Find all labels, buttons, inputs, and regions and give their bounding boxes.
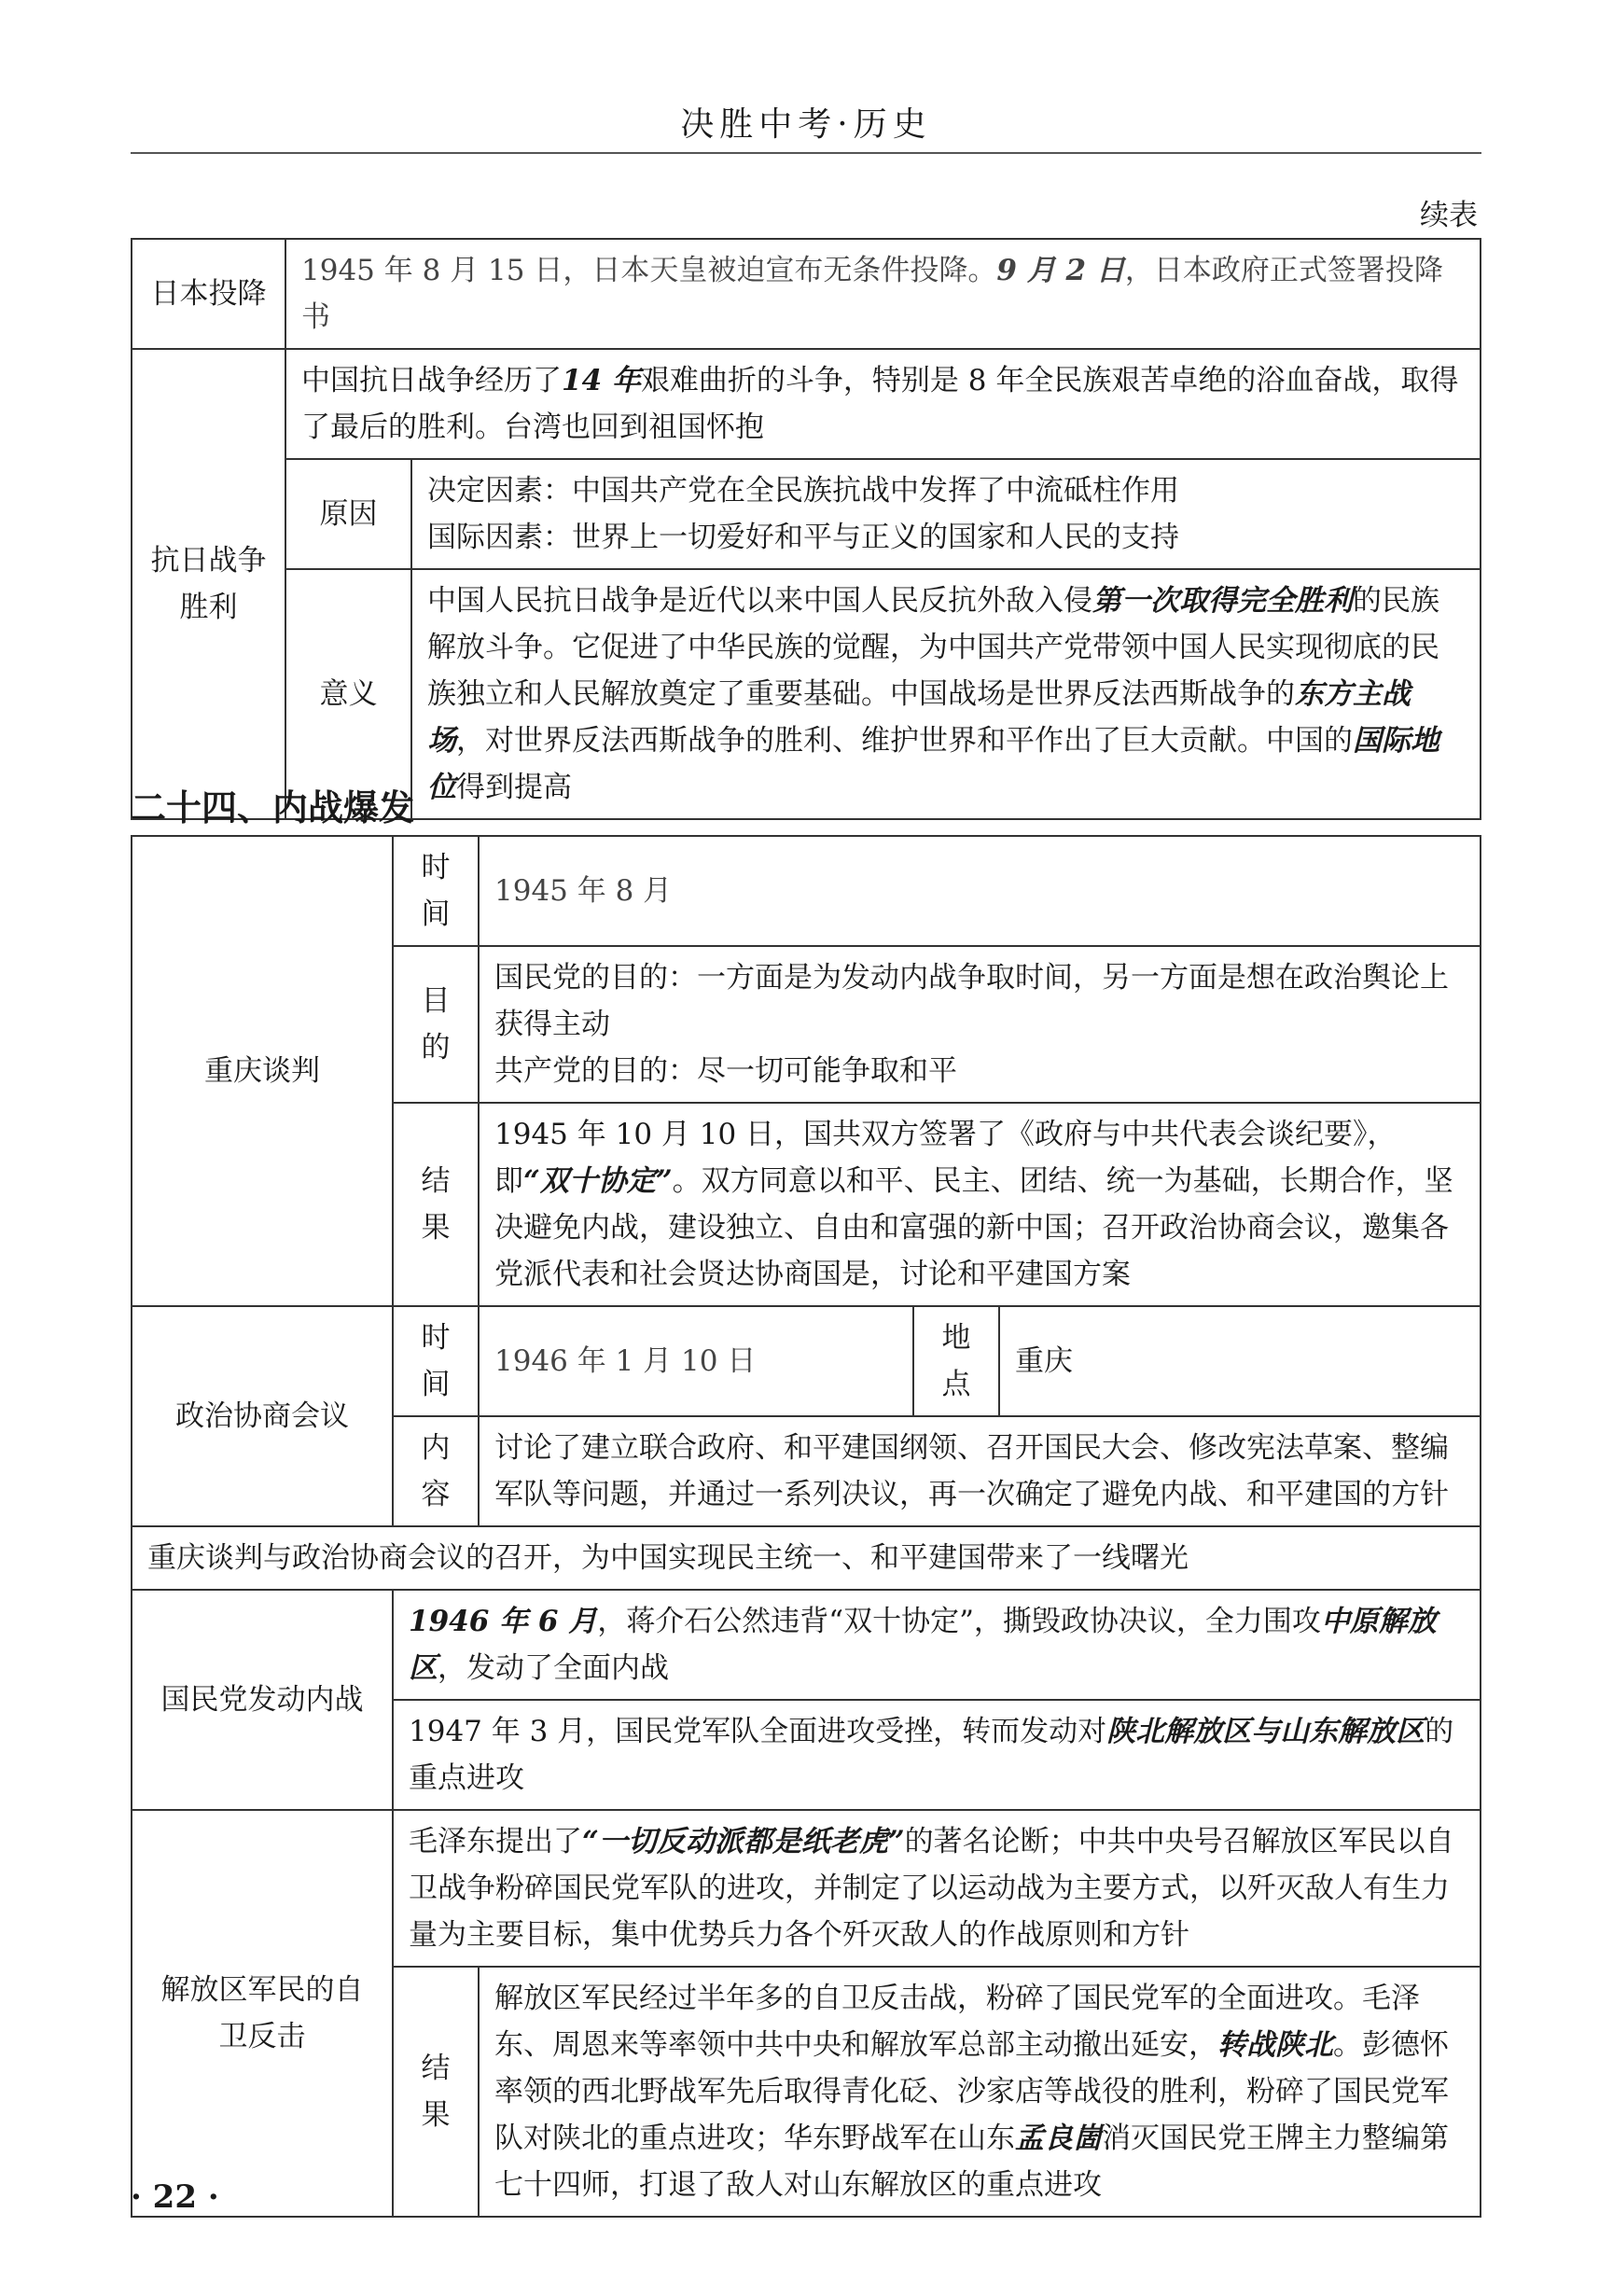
reason-text: 决定因素：中国共产党在全民族抗战中发挥了中流砥柱作用 国际因素：世界上一切爱好和平与正义的国家和人民的支持 — [411, 459, 1481, 569]
pcc-label: 政治协商会议 — [132, 1306, 393, 1526]
table-row — [132, 1526, 1481, 1590]
table-row — [132, 1590, 1481, 1700]
meaning-text: 中国人民抗日战争是近代以来中国人民反抗外敌入侵第一次取得完全胜利的民族解放斗争。它促进了中华民族的觉醒，为中国共产党带领中国人民实现彻底的民族独立和人民解放奠定了重要基础。中国战场是世界反法西斯战争的东方主战场，对世界反法西斯战争的胜利、维护世界和平作出了巨大贡献。中国的国际地位得到提高 — [411, 569, 1481, 819]
pcc-place-value: 重庆 — [999, 1306, 1481, 1416]
surrender-text: 1945 年 8 月 15 日，日本天皇被迫宣布无条件投降。9 月 2 日，日本政府正式签署投降书 — [285, 239, 1481, 349]
self-defense-result-label: 结果 — [393, 1967, 479, 2217]
chongqing-purpose-text: 国民党的目的：一方面是为发动内战争取时间，另一方面是想在政治舆论上获得主动 共产党的目的：尽一切可能争取和平 — [479, 946, 1481, 1103]
header-title: 决胜中考·历史 — [680, 105, 932, 144]
page-header — [131, 98, 1481, 154]
self-defense-result-text: 解放区军民经过半年多的自卫反击战，粉碎了国民党军的全面进攻。毛泽东、周恩来等率领中共中央和解放军总部主动撤出延安，转战陕北。彭德怀率领的西北野战军先后取得青化砭、沙家店等战役的胜利，粉碎了国民党军队对陕北的重点进攻；华东野战军在山东孟良崮消灭国民党王牌主力整编第七十四师，打退了敌人对山东解放区的重点进攻 — [479, 1967, 1481, 2217]
victory-intro: 中国抗日战争经历了14 年艰难曲折的斗争，特别是 8 年全民族艰苦卓绝的浴血奋战，取得了最后的胜利。台湾也回到祖国怀抱 — [285, 349, 1481, 459]
section-title: 二十四、内战爆发 — [131, 787, 415, 828]
self-defense-label: 解放区军民的自卫反击 — [132, 1810, 393, 2217]
chongqing-time-value: 1945 年 8 月 — [479, 836, 1481, 946]
chongqing-result-text: 1945 年 10 月 10 日，国共双方签署了《政府与中共代表会谈纪要》，即“双十协定”。双方同意以和平、民主、团结、统一为基础，长期合作，坚决避免内战，建设独立、自由和富强的新中国；召开政治协商会议，邀集各党派代表和社会贤达协商国是，讨论和平建国方案 — [479, 1103, 1481, 1306]
pcc-place-label: 地点 — [913, 1306, 999, 1416]
reason-label: 原因 — [285, 459, 411, 569]
summary-text: 重庆谈判与政治协商会议的召开，为中国实现民主统一、和平建国带来了一线曙光 — [132, 1526, 1481, 1590]
table-row — [132, 1810, 1481, 1967]
meaning-label: 意义 — [285, 569, 411, 819]
civil-war-table — [131, 835, 1481, 2218]
pcc-content-label: 内容 — [393, 1416, 479, 1526]
chongqing-purpose-label: 目的 — [393, 946, 479, 1103]
table-row — [132, 459, 1481, 569]
civil-war-row1: 1946 年 6 月，蒋介石公然违背“双十协定”，撕毁政协决议，全力围攻中原解放区，发动了全面内战 — [393, 1590, 1481, 1700]
continued-label: 续表 — [1420, 199, 1478, 232]
chongqing-result-label: 结果 — [393, 1103, 479, 1306]
table-row — [132, 349, 1481, 459]
victory-label: 抗日战争胜利 — [132, 349, 285, 819]
pcc-time-label: 时间 — [393, 1306, 479, 1416]
civil-war-row2: 1947 年 3 月，国民党军队全面进攻受挫，转而发动对陕北解放区与山东解放区的重点进攻 — [393, 1700, 1481, 1810]
war-victory-table — [131, 238, 1481, 820]
self-defense-row1: 毛泽东提出了“一切反动派都是纸老虎”的著名论断；中共中央号召解放区军民以自卫战争粉碎国民党军队的进攻，并制定了以运动战为主要方式，以歼灭敌人有生力量为主要目标，集中优势兵力各个歼灭敌人的作战原则和方针 — [393, 1810, 1481, 1967]
table-row — [132, 836, 1481, 946]
table-row — [132, 239, 1481, 349]
table-row — [132, 1306, 1481, 1416]
surrender-label: 日本投降 — [132, 239, 285, 349]
pcc-content-value: 讨论了建立联合政府、和平建国纲领、召开国民大会、修改宪法草案、整编军队等问题，并通过一系列决议，再一次确定了避免内战、和平建国的方针 — [479, 1416, 1481, 1526]
chongqing-label: 重庆谈判 — [132, 836, 393, 1306]
pcc-time-value: 1946 年 1 月 10 日 — [479, 1306, 913, 1416]
chongqing-time-label: 时间 — [393, 836, 479, 946]
civil-war-label: 国民党发动内战 — [132, 1590, 393, 1810]
page-number: · 22 · — [131, 2178, 219, 2216]
